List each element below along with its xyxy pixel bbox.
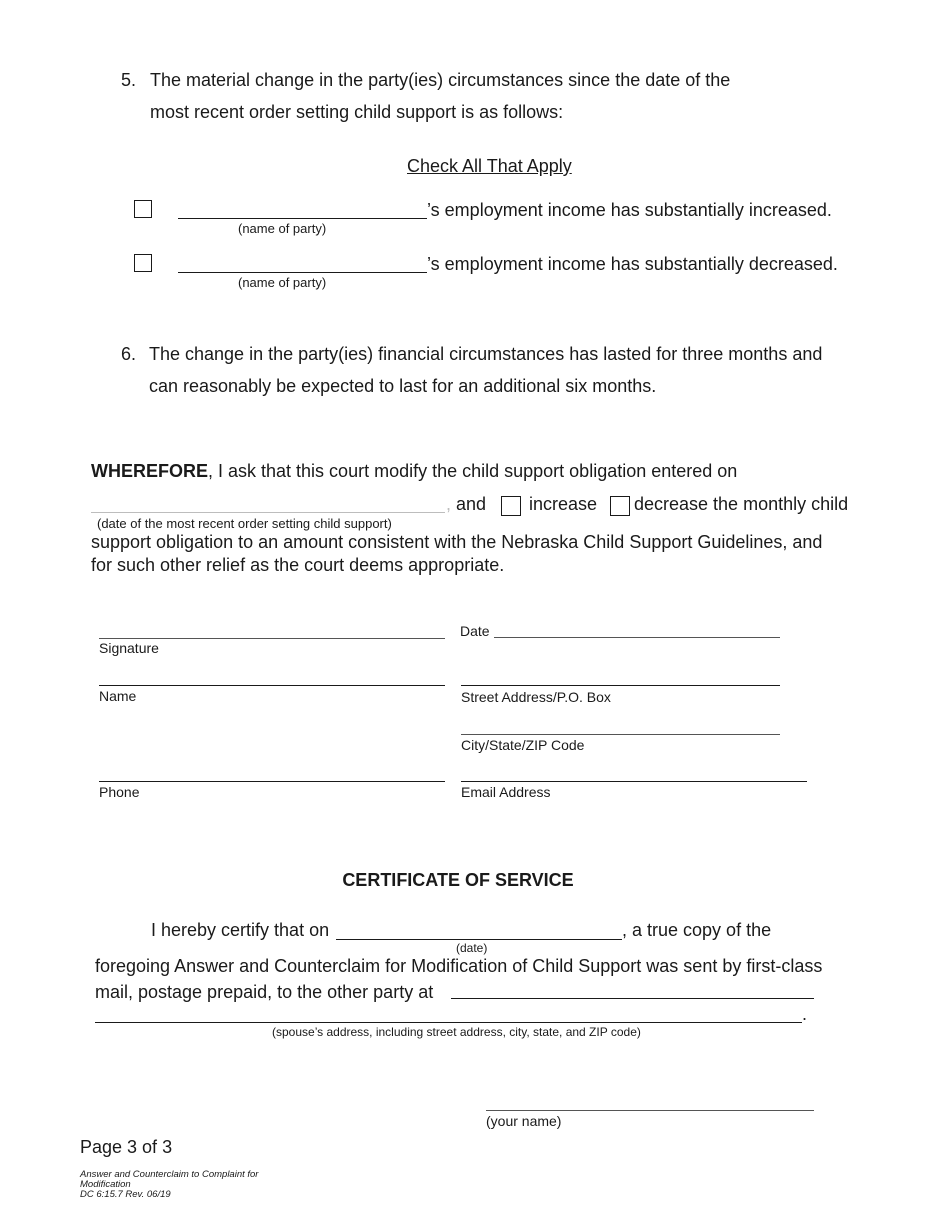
wherefore-line1	[91, 461, 737, 482]
item5-text-line2: most recent order setting child support is as follows:	[150, 102, 564, 122]
address-caption: (spouse’s address, including street address, city, state, and ZIP code)	[272, 1025, 641, 1039]
signature-line[interactable]	[99, 638, 445, 639]
city-line[interactable]	[461, 734, 780, 735]
item6-text-line2: can reasonably be expected to last for an additional six months.	[149, 376, 657, 396]
certify-text-start: I hereby certify that on	[151, 920, 330, 940]
name-line[interactable]	[99, 685, 445, 686]
city-label: City/State/ZIP Code	[461, 737, 585, 753]
email-line[interactable]	[461, 781, 807, 782]
certify-line2: foregoing Answer and Counterclaim for Modification of Child Support was sent by first-class	[95, 956, 823, 976]
street-line[interactable]	[461, 685, 780, 686]
address-line-1[interactable]	[451, 998, 814, 999]
address-line-2[interactable]	[95, 1022, 802, 1023]
certificate-title: CERTIFICATE OF SERVICE	[342, 870, 574, 890]
wherefore-bold: WHEREFORE	[91, 461, 208, 481]
your-name-caption: (your name)	[486, 1113, 562, 1129]
name-of-party-caption-1: (name of party)	[238, 221, 327, 236]
party-name-line-2[interactable]	[178, 272, 427, 273]
item5-text-line1: The material change in the party(ies) circumstances since the date of the	[150, 70, 731, 90]
item5-number: 5.	[121, 70, 137, 90]
party-name-line-1[interactable]	[178, 218, 427, 219]
income-increased-checkbox[interactable]	[134, 200, 152, 218]
order-date-caption: (date of the most recent order setting child support)	[97, 516, 392, 531]
wherefore-line1-rest: , I ask that this court modify the child support obligation entered on	[208, 461, 738, 481]
income-increased-text: ’s employment income has substantially increased.	[427, 200, 832, 220]
order-date-line[interactable]	[91, 512, 445, 513]
wherefore-line4: for such other relief as the court deems appropriate.	[91, 555, 505, 575]
service-date-line[interactable]	[336, 939, 622, 940]
decrease-text: decrease the monthly child	[634, 494, 849, 514]
your-name-line[interactable]	[486, 1110, 814, 1111]
date-label: Date	[460, 623, 490, 639]
form-name-line2: Modification	[80, 1179, 131, 1190]
street-label: Street Address/P.O. Box	[461, 689, 611, 705]
address-period: .	[802, 1004, 808, 1024]
date-line[interactable]	[494, 637, 780, 638]
phone-line[interactable]	[99, 781, 445, 782]
service-date-caption: (date)	[456, 941, 488, 955]
item6-text-line1: The change in the party(ies) financial circumstances has lasted for three months and	[149, 344, 823, 364]
income-decreased-text: ’s employment income has substantially decreased.	[427, 254, 838, 274]
wherefore-line3: support obligation to an amount consistent with the Nebraska Child Support Guidelines, and	[91, 532, 823, 552]
certify-text-end: , a true copy of the	[622, 920, 772, 940]
certify-line3: mail, postage prepaid, to the other party at	[95, 982, 434, 1002]
increase-checkbox[interactable]	[501, 496, 521, 516]
increase-text: increase	[529, 494, 598, 514]
email-label: Email Address	[461, 784, 551, 800]
name-label: Name	[99, 688, 137, 704]
form-code: DC 6:15.7 Rev. 06/19	[80, 1189, 171, 1200]
and-text: and	[456, 494, 487, 514]
item6-number: 6.	[121, 344, 137, 364]
phone-label: Phone	[99, 784, 140, 800]
order-date-comma: ,	[446, 494, 452, 514]
income-decreased-checkbox[interactable]	[134, 254, 152, 272]
check-all-heading: Check All That Apply	[407, 156, 572, 176]
page-number: Page 3 of 3	[80, 1137, 173, 1157]
form-name-line1: Answer and Counterclaim to Complaint for	[80, 1169, 259, 1180]
name-of-party-caption-2: (name of party)	[238, 275, 327, 290]
signature-label: Signature	[99, 640, 159, 656]
decrease-checkbox[interactable]	[610, 496, 630, 516]
